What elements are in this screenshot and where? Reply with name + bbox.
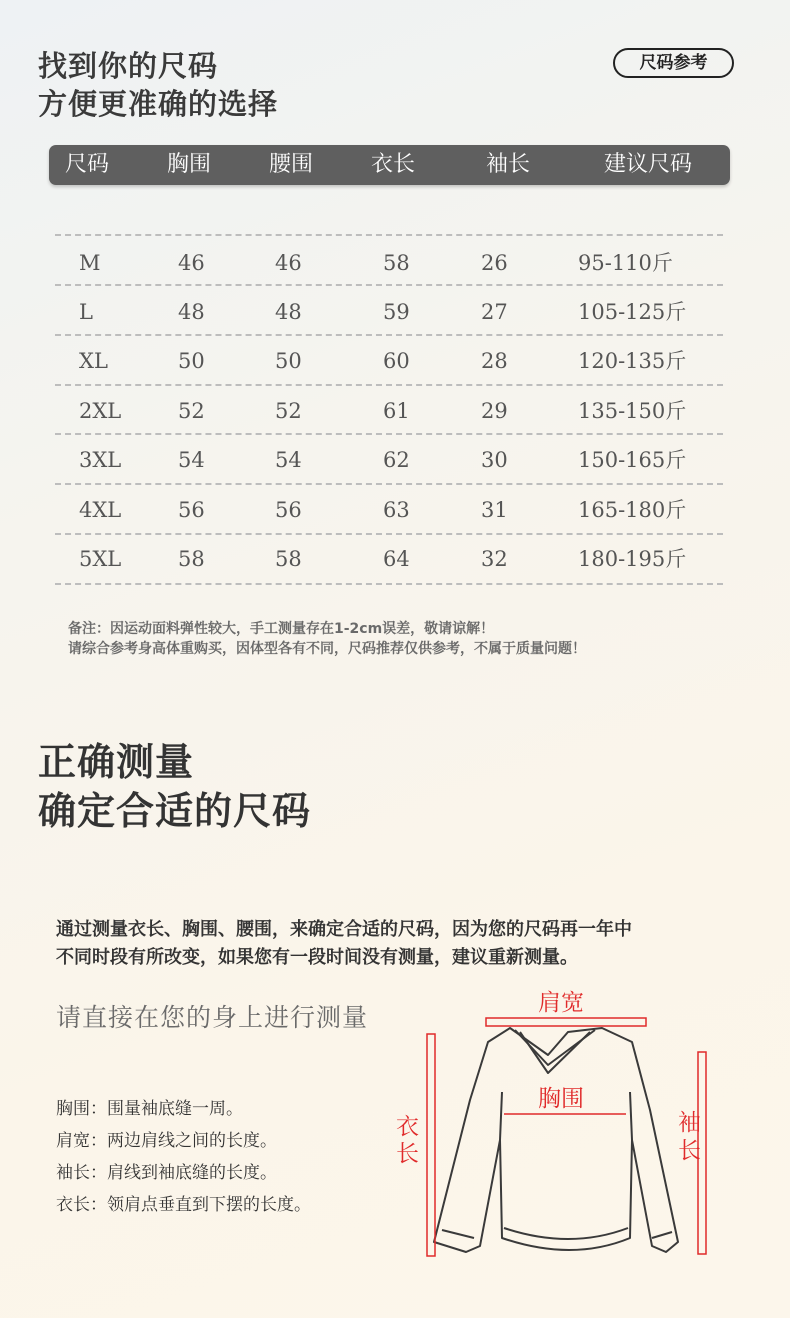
table-row <box>0 288 790 337</box>
table-row <box>0 436 790 485</box>
cell-size: 3XL <box>79 448 122 472</box>
column-header-length: 衣长 <box>370 152 415 177</box>
label-sleeve-bottom: 长 <box>678 1138 701 1164</box>
cell-chest: 50 <box>178 349 205 373</box>
table-divider <box>55 483 723 485</box>
cell-chest: 46 <box>178 251 205 275</box>
label-sleeve-top: 袖 <box>678 1110 701 1136</box>
table-divider <box>55 433 723 435</box>
intro-paragraph-line-1: 通过测量衣长、胸围、腰围，来确定合适的尺码，因为您的尺码再一年中 <box>56 919 632 940</box>
cell-sleeve: 30 <box>481 448 508 472</box>
cell-chest: 56 <box>178 498 205 522</box>
cell-sleeve: 32 <box>481 547 508 571</box>
table-divider <box>55 284 723 286</box>
column-header-recommended: 建议尺码 <box>603 152 692 177</box>
column-header-waist: 腰围 <box>268 152 313 177</box>
size-reference-badge: 尺码参考 <box>613 48 734 78</box>
cell-length: 63 <box>383 498 410 522</box>
sweater-illustration <box>420 980 720 1265</box>
intro-paragraph-line-2: 不同时段有所改变，如果您有一段时间没有测量，建议重新测量。 <box>56 947 578 968</box>
measure-subtitle: 确定合适的尺码 <box>38 789 312 833</box>
cell-sleeve: 27 <box>481 300 508 324</box>
cell-length: 60 <box>383 349 410 373</box>
cell-length: 64 <box>383 547 410 571</box>
cell-recommended: 105-125斤 <box>578 300 687 324</box>
table-row <box>0 486 790 535</box>
definition-shoulder: 肩宽：两边肩线之间的长度。 <box>56 1131 277 1151</box>
cell-sleeve: 26 <box>481 251 508 275</box>
cell-recommended: 180-195斤 <box>578 547 687 571</box>
page-title: 找到你的尺码 <box>38 49 219 83</box>
cell-recommended: 165-180斤 <box>578 498 687 522</box>
cell-chest: 54 <box>178 448 205 472</box>
cell-sleeve: 28 <box>481 349 508 373</box>
cell-waist: 48 <box>275 300 302 324</box>
cell-length: 58 <box>383 251 410 275</box>
measure-title: 正确测量 <box>38 740 195 784</box>
definition-chest: 胸围：围量袖底缝一周。 <box>56 1099 243 1119</box>
cell-chest: 58 <box>178 547 205 571</box>
cell-size: 5XL <box>79 547 122 571</box>
note-line-2: 请综合参考身高体重购买，因体型各有不同，尺码推荐仅供参考，不属于质量问题！ <box>68 641 586 657</box>
cell-length: 61 <box>383 399 410 423</box>
column-header-sleeve: 袖长 <box>485 152 530 177</box>
table-row <box>0 535 790 584</box>
table-row <box>0 387 790 436</box>
label-length-bottom: 长 <box>396 1141 419 1167</box>
cell-size: 4XL <box>79 498 122 522</box>
cell-waist: 52 <box>275 399 302 423</box>
cell-size: M <box>79 251 101 275</box>
cell-chest: 48 <box>178 300 205 324</box>
cell-waist: 46 <box>275 251 302 275</box>
label-length-top: 衣 <box>396 1114 419 1140</box>
cell-length: 59 <box>383 300 410 324</box>
cell-recommended: 95-110斤 <box>578 251 673 275</box>
cell-length: 62 <box>383 448 410 472</box>
cell-recommended: 150-165斤 <box>578 448 687 472</box>
garment-diagram <box>396 980 720 1265</box>
cell-waist: 50 <box>275 349 302 373</box>
table-divider <box>55 334 723 336</box>
cell-size: L <box>79 300 93 324</box>
table-divider <box>55 583 723 585</box>
cell-sleeve: 29 <box>481 399 508 423</box>
definition-sleeve: 袖长：肩线到袖底缝的长度。 <box>56 1163 277 1183</box>
cell-chest: 52 <box>178 399 205 423</box>
label-shoulder-width: 肩宽 <box>538 990 584 1016</box>
cell-size: XL <box>79 349 108 373</box>
table-row <box>0 239 790 288</box>
definition-length: 衣长：领肩点垂直到下摆的长度。 <box>56 1195 311 1215</box>
table-divider <box>55 234 723 236</box>
column-header-chest: 胸围 <box>166 152 211 177</box>
note-line-1: 备注：因运动面料弹性较大，手工测量存在1-2cm误差，敬请谅解！ <box>68 621 495 637</box>
table-divider <box>55 384 723 386</box>
size-table <box>0 0 790 600</box>
column-header-size: 尺码 <box>64 152 109 177</box>
label-chest: 胸围 <box>538 1086 584 1112</box>
cell-waist: 58 <box>275 547 302 571</box>
cell-recommended: 120-135斤 <box>578 349 687 373</box>
measure-instruction: 请直接在您的身上进行测量 <box>56 1003 369 1032</box>
cell-size: 2XL <box>79 399 122 423</box>
table-row <box>0 337 790 386</box>
cell-waist: 54 <box>275 448 302 472</box>
page-subtitle: 方便更准确的选择 <box>38 87 279 121</box>
cell-waist: 56 <box>275 498 302 522</box>
cell-recommended: 135-150斤 <box>578 399 687 423</box>
cell-sleeve: 31 <box>481 498 508 522</box>
